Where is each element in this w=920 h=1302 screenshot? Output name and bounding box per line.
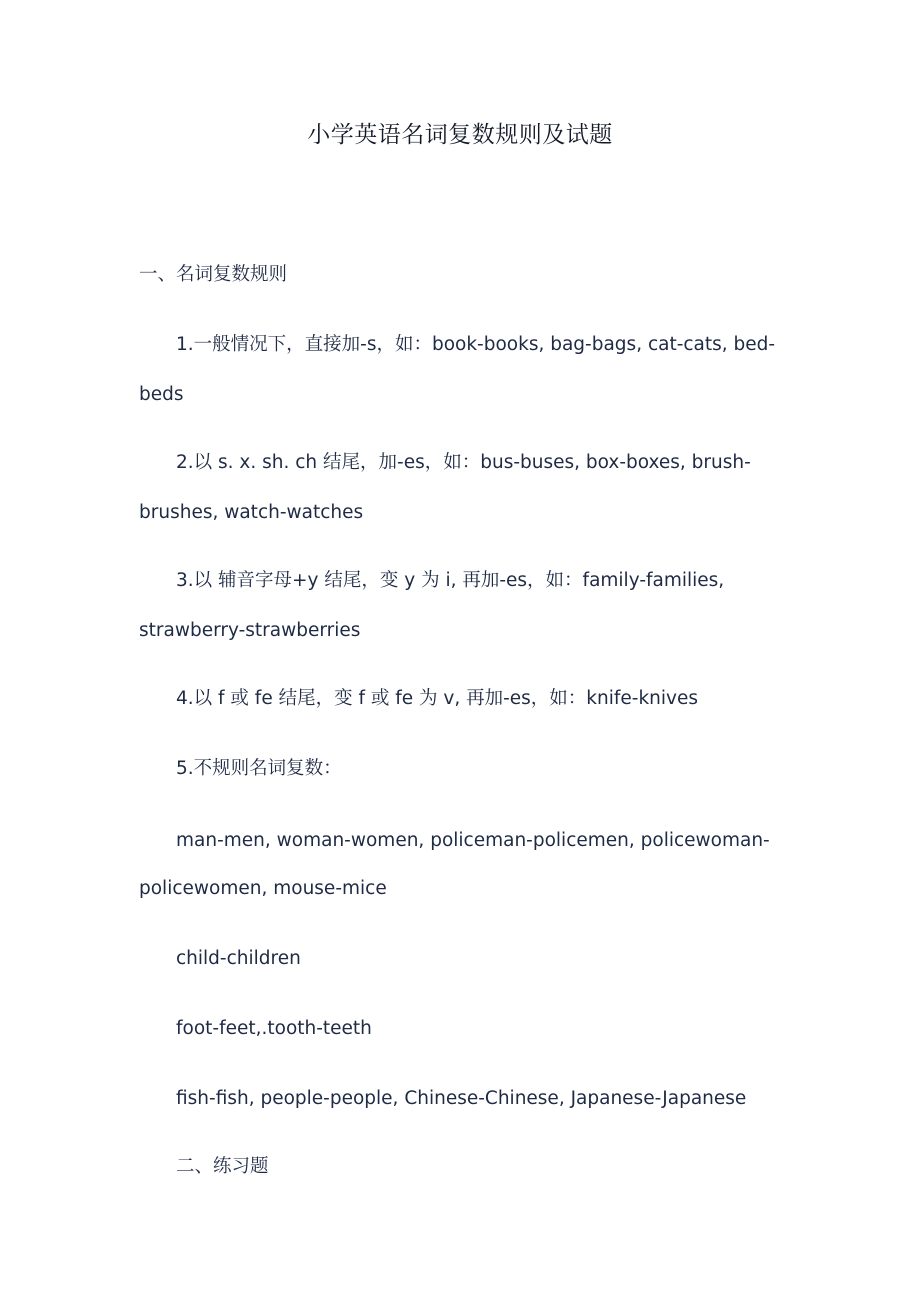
rule-2-line-2: brushes, watch-watches (139, 502, 364, 523)
rule-2-line-1: 2.以 s. x. sh. ch 结尾，加-es，如：bus-buses, box-boxes, brush- (176, 452, 751, 473)
rule-5-heading: 5.不规则名词复数： (176, 758, 342, 779)
irregular-plurals-same-form: fish-fish, people-people, Chinese-Chinese, Japanese-Japanese (176, 1088, 747, 1109)
section-heading-exercises: 二、练习题 (176, 1156, 269, 1177)
section-heading-rules: 一、名词复数规则 (139, 264, 288, 285)
irregular-plurals-foot-tooth: foot-feet,.tooth-teeth (176, 1018, 372, 1039)
rule-3-line-1: 3.以 辅音字母+y 结尾，变 y 为 i, 再加-es，如：family-families, (176, 570, 725, 591)
rule-1-line-1: 1.一般情况下，直接加-s，如：book-books, bag-bags, cat-cats, bed- (176, 334, 776, 355)
rule-4-line-1: 4.以 f 或 fe 结尾，变 f 或 fe 为 v, 再加-es，如：knife-knives (176, 688, 698, 709)
irregular-plurals-line-1: man-men, woman-women, policeman-policemen, policewoman- (176, 830, 770, 851)
rule-1-line-2: beds (139, 384, 184, 405)
rule-3-line-2: strawberry-strawberries (139, 620, 361, 641)
document-title: 小学英语名词复数规则及试题 (307, 122, 613, 148)
irregular-plurals-child: child-children (176, 948, 301, 969)
irregular-plurals-line-2: policewomen, mouse-mice (139, 878, 387, 899)
